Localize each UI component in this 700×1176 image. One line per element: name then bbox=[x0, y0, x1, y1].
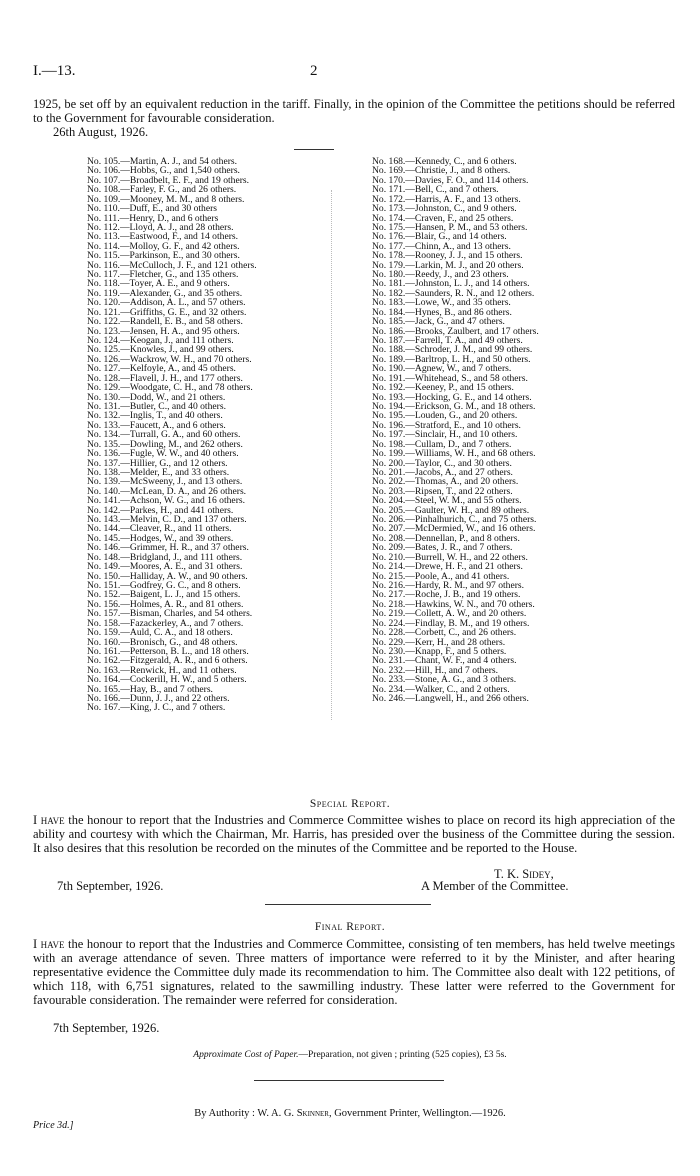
petition-entry: No. 231.—Chant, W. F., and 4 others. bbox=[372, 656, 517, 666]
petition-entry: No. 184.—Hynes, B., and 86 others. bbox=[372, 307, 512, 318]
final-report-date: 7th September, 1926. bbox=[53, 1021, 160, 1035]
petition-entry: No. 140.—McLean, D. A., and 26 others. bbox=[87, 486, 247, 497]
petition-entry: No. 162.—Fitzgerald, A. R., and 6 others. bbox=[87, 656, 248, 666]
petition-entry: No. 112.—Lloyd, A. J., and 28 others. bbox=[87, 222, 234, 233]
petition-entry: No. 138.—Melder, E., and 33 others. bbox=[87, 467, 230, 478]
petition-entry: No. 195.—Louden, G., and 20 others. bbox=[372, 411, 518, 421]
petition-entry: No. 188.—Schroder, J. M., and 99 others. bbox=[372, 345, 533, 355]
petition-entry: No. 159.—Auld, C. A., and 18 others. bbox=[87, 628, 233, 638]
petition-entry: No. 158.—Fazackerley, A., and 7 others. bbox=[87, 618, 244, 629]
petition-entry: No. 127.—Kelfoyle, A., and 45 others. bbox=[87, 364, 236, 374]
petition-entry: No. 205.—Gaulter, W. H., and 89 others. bbox=[372, 505, 530, 516]
petition-entry: No. 186.—Brooks, Zaulbert, and 17 others. bbox=[372, 326, 539, 337]
petition-entry: No. 156.—Holmes, A. R., and 81 others. bbox=[87, 599, 244, 610]
footer-divider bbox=[254, 1080, 444, 1081]
petition-entry: No. 132.—Inglis, T., and 40 others. bbox=[87, 411, 223, 421]
petition-entry: No. 143.—Melvin, C. D., and 137 others. bbox=[87, 515, 247, 525]
petition-entry: No. 118.—Toyer, A. E., and 9 others. bbox=[87, 279, 230, 289]
petition-entry: No. 207.—McDermied, W., and 16 others. bbox=[372, 524, 536, 534]
petition-entry: No. 228.—Corbett, C., and 26 others. bbox=[372, 628, 517, 638]
petition-entry: No. 148.—Bridgland, J., and 111 others. bbox=[87, 552, 243, 563]
petition-entry: No. 142.—Parkes, H., and 441 others. bbox=[87, 505, 234, 516]
petition-entry: No. 215.—Poole, A., and 41 others. bbox=[372, 571, 510, 581]
petition-entry: No. 218.—Hawkins, W. N., and 70 others. bbox=[372, 599, 535, 610]
petition-entry: No. 168.—Kennedy, C., and 6 others. bbox=[372, 157, 517, 167]
petition-entry: No. 129.—Woodgate, C. H., and 78 others. bbox=[87, 383, 253, 393]
petition-entry: No. 125.—Knowles, J., and 99 others. bbox=[87, 345, 234, 355]
report-divider bbox=[265, 904, 431, 905]
petition-entry: No. 106.—Hobbs, G., and 1,540 others. bbox=[87, 166, 240, 176]
petition-entry: No. 204.—Steel, W. M., and 55 others. bbox=[372, 496, 522, 506]
petition-entry: No. 123.—Jensen, H. A., and 95 others. bbox=[87, 326, 240, 337]
petition-entry: No. 139.—McSweeny, J., and 13 others. bbox=[87, 477, 243, 487]
page-number: 2 bbox=[310, 63, 318, 79]
petition-entry: No. 180.—Reedy, J., and 23 others. bbox=[372, 270, 509, 280]
petition-entry: No. 197.—Sinclair, H., and 10 others. bbox=[372, 430, 518, 440]
intro-date: 26th August, 1926. bbox=[53, 125, 149, 139]
petition-entry: No. 208.—Dennellan, P., and 8 others. bbox=[372, 533, 520, 544]
petition-entry: No. 201.—Jacobs, A., and 27 others. bbox=[372, 467, 513, 478]
special-report-date: 7th September, 1926. bbox=[57, 879, 164, 893]
petition-entry: No. 230.—Knapp, F., and 5 others. bbox=[372, 646, 507, 657]
final-report-body: I have the honour to report that the Industries and Commerce Committee, consisting of ten members, has held twelve meetings with an average attendance of seven. Three matters of importance were referred to it by the Minister, and after hearing representative evidence the Committee duly made its recommendation to him. The Committee also dealt with 122 petitions, of which 118, with 6,751 signatures, related to the sawmilling industry. These latter were referred to the Government for favourable consideration. The remainder were referred for consideration. bbox=[33, 937, 675, 1007]
petition-entry: No. 182.—Saunders, R. N., and 12 others. bbox=[372, 288, 535, 299]
petition-entry: No. 183.—Lowe, W., and 35 others. bbox=[372, 298, 511, 308]
petition-entry: No. 166.—Dunn, J. J., and 22 others. bbox=[87, 694, 230, 704]
petition-entry: No. 190.—Agnew, W., and 7 others. bbox=[372, 364, 512, 374]
petition-entry: No. 116.—McCulloch, J. F., and 121 others. bbox=[87, 260, 257, 271]
petition-entry: No. 133.—Faucett, A., and 6 others. bbox=[87, 420, 226, 431]
petition-entry: No. 114.—Molloy, G. F., and 42 others. bbox=[87, 241, 240, 252]
special-report-body: I have the honour to report that the Industries and Commerce Committee wishes to place on record its high appreciation of the ability and courtesy with which the Chairman, Mr. Harris, has presided over the business of the Committee during the session. It also desires that this resolution be recorded on the minutes of the Committee and be reported to the House. bbox=[33, 813, 676, 855]
special-report-role: A Member of the Committee. bbox=[421, 879, 569, 893]
petition-entry: No. 124.—Keogan, J., and 111 others. bbox=[87, 336, 234, 346]
petition-entry: No. 167.—King, J. C., and 7 others. bbox=[87, 703, 226, 713]
petition-entry: No. 217.—Roche, J. B., and 19 others. bbox=[372, 590, 521, 600]
petition-entry: No. 126.—Wackrow, W. H., and 70 others. bbox=[87, 354, 252, 365]
petition-entry: No. 119.—Alexander, G., and 35 others. bbox=[87, 288, 243, 299]
petition-entry: No. 214.—Drewe, H. F., and 21 others. bbox=[372, 562, 523, 572]
petition-entry: No. 149.—Moores, A. E., and 31 others. bbox=[87, 562, 243, 572]
petition-entry: No. 175.—Hansen, P. M., and 53 others. bbox=[372, 222, 528, 233]
petition-entry: No. 109.—Mooney, M. M., and 8 others. bbox=[87, 194, 245, 205]
petition-entry: No. 171.—Bell, C., and 7 others. bbox=[372, 185, 499, 195]
petition-entry: No. 216.—Hardy, R. M., and 97 others. bbox=[372, 580, 525, 591]
petition-entry: No. 229.—Kerr, H., and 28 others. bbox=[372, 637, 506, 647]
intro-paragraph: 1925, be set off by an equivalent reduction in the tariff. Finally, in the opinion of the Committee the petitions should be referred to the Government for favourable consideration. bbox=[33, 97, 675, 125]
special-report-lead: I have bbox=[33, 813, 65, 827]
petition-entry: No. 246.—Langwell, H., and 266 others. bbox=[372, 694, 529, 704]
cost-note: Approximate Cost of Paper.—Preparation, not given ; printing (525 copies), £3 5s. bbox=[193, 1050, 507, 1060]
petition-entry: No. 117.—Fletcher, G., and 135 others. bbox=[87, 270, 239, 280]
document-reference: I.—13. bbox=[33, 63, 76, 79]
petition-entry: No. 179.—Larkin, M. J., and 20 others. bbox=[372, 260, 524, 271]
petition-entry: No. 151.—Godfrey, G. C., and 8 others. bbox=[87, 580, 241, 591]
petition-entry: No. 160.—Bronisch, G., and 48 others. bbox=[87, 637, 238, 647]
petition-entry: No. 219.—Collett, A. W., and 20 others. bbox=[372, 609, 527, 619]
column-divider bbox=[331, 190, 332, 720]
petition-entry: No. 233.—Stone, A. G., and 3 others. bbox=[372, 675, 517, 685]
petition-entry: No. 224.—Findlay, B. M., and 19 others. bbox=[372, 618, 530, 629]
petition-entry: No. 199.—Williams, W. H., and 68 others. bbox=[372, 449, 536, 459]
petition-entry: No. 173.—Johnston, C., and 9 others. bbox=[372, 204, 517, 214]
petition-entry: No. 146.—Grimmer, H. R., and 37 others. bbox=[87, 543, 249, 553]
petition-entry: No. 128.—Flavell, J. H., and 177 others. bbox=[87, 373, 243, 384]
petition-entry: No. 191.—Whitehead, S., and 58 others. bbox=[372, 373, 528, 384]
petition-entry: No. 161.—Petterson, B. L., and 18 others. bbox=[87, 646, 249, 657]
petition-list-right bbox=[372, 157, 539, 703]
petition-entry: No. 107.—Broadbelt, E. F., and 19 others. bbox=[87, 175, 250, 186]
final-report-lead: I have bbox=[33, 937, 65, 951]
petition-entry: No. 157.—Bisman, Charles, and 54 others. bbox=[87, 609, 253, 619]
petition-entry: No. 234.—Walker, C., and 2 others. bbox=[372, 684, 510, 695]
petition-entry: No. 203.—Ripsen, T., and 22 others. bbox=[372, 486, 513, 497]
petition-entry: No. 111.—Henry, D., and 6 others bbox=[87, 213, 219, 223]
petition-entry: No. 152.—Baigent, L. J., and 15 others. bbox=[87, 590, 241, 600]
petition-entry: No. 209.—Bates, J. R., and 7 others. bbox=[372, 543, 513, 553]
petition-entry: No. 145.—Hodges, W., and 39 others. bbox=[87, 533, 234, 544]
petition-entry: No. 122.—Randell, E. B., and 58 others. bbox=[87, 317, 243, 327]
special-report-signatory: T. K. Sidey, bbox=[494, 867, 554, 881]
petition-entry: No. 137.—Hillier, G., and 12 others. bbox=[87, 458, 228, 468]
petition-entry: No. 164.—Cockerill, H. W., and 5 others. bbox=[87, 675, 247, 685]
petition-entry: No. 181.—Johnston, L. J., and 14 others. bbox=[372, 279, 530, 289]
petition-entry: No. 130.—Dodd, W., and 21 others. bbox=[87, 392, 226, 402]
petition-entry: No. 232.—Hill, H., and 7 others. bbox=[372, 665, 499, 676]
petition-entry: No. 202.—Thomas, A., and 20 others. bbox=[372, 477, 519, 487]
petition-entry: No. 165.—Hay, B., and 7 others. bbox=[87, 684, 213, 695]
petition-list-left bbox=[87, 157, 257, 713]
petition-entry: No. 113.—Eastwood, F., and 14 others. bbox=[87, 232, 239, 242]
petition-entry: No. 194.—Erickson, G. M., and 18 others. bbox=[372, 401, 536, 412]
petition-entry: No. 170.—Davies, F. O., and 114 others. bbox=[372, 175, 529, 186]
petition-entry: No. 136.—Fugle, W. W., and 40 others. bbox=[87, 449, 239, 459]
petition-entry: No. 144.—Cleaver, R., and 11 others. bbox=[87, 524, 232, 534]
petition-entry: No. 105.—Martin, A. J., and 54 others. bbox=[87, 157, 238, 167]
printer-authority: By Authority : W. A. G. Skinner, Government Printer, Wellington.—1926. bbox=[194, 1108, 506, 1119]
petition-entry: No. 141.—Achson, W. G., and 16 others. bbox=[87, 496, 246, 506]
petition-entry: No. 108.—Farley, F. G., and 26 others. bbox=[87, 185, 237, 195]
petition-entry: No. 200.—Taylor, C., and 30 others. bbox=[372, 458, 512, 468]
petition-entry: No. 189.—Barltrop, L. H., and 50 others. bbox=[372, 354, 531, 365]
petition-entry: No. 121.—Griffiths, G. E., and 32 others. bbox=[87, 307, 247, 318]
petition-entry: No. 206.—Pinhalhurich, C., and 75 others. bbox=[372, 515, 537, 525]
petition-entry: No. 115.—Parkinson, E., and 30 others. bbox=[87, 251, 240, 261]
petition-entry: No. 178.—Rooney, J. J., and 15 others. bbox=[372, 251, 523, 261]
petition-entry: No. 196.—Stratford, E., and 10 others. bbox=[372, 420, 521, 431]
petition-entry: No. 198.—Cullam, D., and 7 others. bbox=[372, 439, 512, 450]
petition-entry: No. 172.—Harris, A. F., and 13 others. bbox=[372, 194, 521, 205]
petition-entry: No. 210.—Burrell, W. H., and 22 others. bbox=[372, 552, 528, 563]
petition-entry: No. 131.—Butler, C., and 40 others. bbox=[87, 401, 226, 412]
petition-entry: No. 174.—Craven, F., and 25 others. bbox=[372, 213, 514, 223]
petition-entry: No. 185.—Jack, G., and 47 others. bbox=[372, 317, 505, 327]
section-divider bbox=[294, 149, 334, 150]
petition-entry: No. 135.—Dowling, M., and 262 others. bbox=[87, 439, 243, 450]
special-report-title: Special Report. bbox=[309, 798, 391, 810]
petition-entry: No. 134.—Turrall, G. A., and 60 others. bbox=[87, 430, 241, 440]
petition-entry: No. 169.—Christie, J., and 8 others. bbox=[372, 166, 511, 176]
price-label: Price 3d.] bbox=[33, 1120, 74, 1131]
petition-entry: No. 187.—Farrell, T. A., and 49 others. bbox=[372, 336, 523, 346]
final-report-title: Final Report. bbox=[314, 921, 386, 933]
petition-entry: No. 176.—Blair, G., and 14 others. bbox=[372, 232, 507, 242]
petition-entry: No. 110.—Duff, E., and 30 others bbox=[87, 204, 218, 214]
petition-entry: No. 193.—Hocking, G. E., and 14 others. bbox=[372, 392, 532, 402]
petition-entry: No. 192.—Keeney, P., and 15 others. bbox=[372, 383, 514, 393]
petition-entry: No. 163.—Renwick, H., and 11 others. bbox=[87, 665, 237, 676]
petition-entry: No. 177.—Chinn, A., and 13 others. bbox=[372, 241, 511, 252]
petition-entry: No. 120.—Addison, A. L., and 57 others. bbox=[87, 298, 246, 308]
petition-entry: No. 150.—Halliday, A. W., and 90 others. bbox=[87, 571, 248, 581]
